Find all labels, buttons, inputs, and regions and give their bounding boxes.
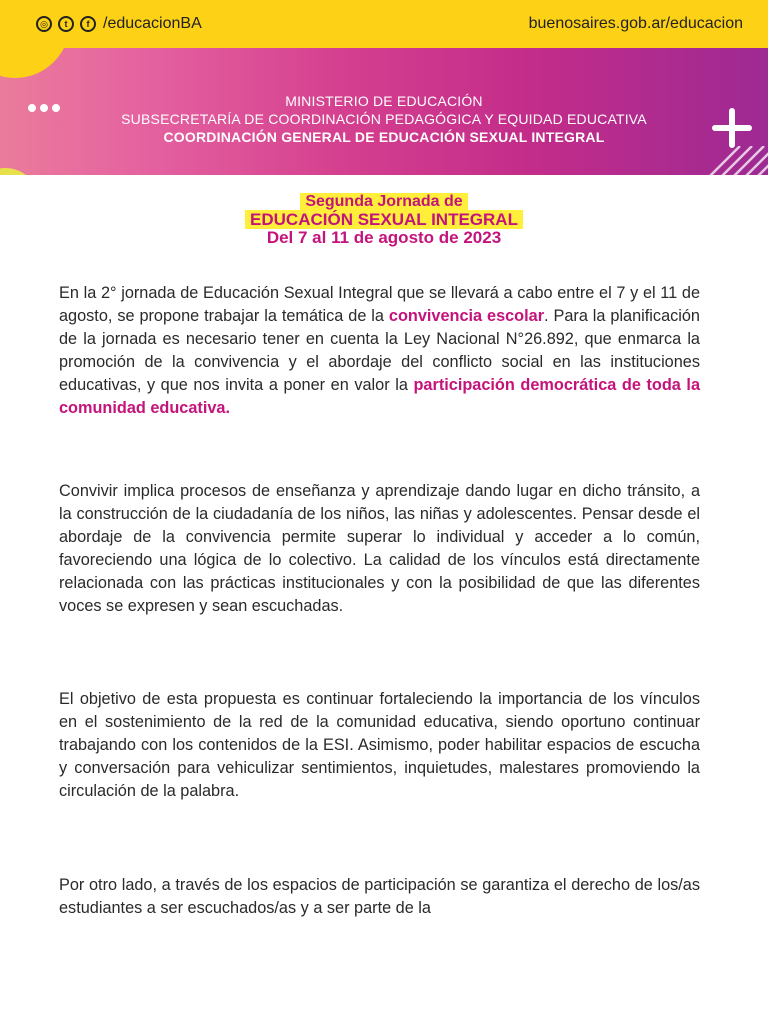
decorative-shape — [0, 168, 40, 175]
paragraph-4: Por otro lado, a través de los espacios de participación se garantiza el derecho de los/as estudiantes a ser escuchados/as y a ser parte de la — [59, 876, 700, 917]
document-title — [0, 193, 768, 247]
site-link[interactable]: buenosaires.gob.ar/educacion — [528, 15, 743, 32]
p1-emphasis-convivencia: convivencia escolar — [388, 307, 545, 325]
p1-emphasis-participacion: participación democrática de toda la comunidad educativa. — [59, 376, 700, 417]
title-dates: Del 7 al 11 de agosto de 2023 — [266, 228, 502, 247]
stripes-decoration — [700, 146, 768, 175]
decorative-shape — [0, 48, 70, 78]
twitter-icon[interactable]: t — [58, 16, 74, 32]
ministry-heading — [0, 92, 768, 146]
ministry-line: MINISTERIO DE EDUCACIÓN — [285, 93, 483, 109]
p1-text-a: En la 2° jornada de Educación Sexual Integral que se llevará a cabo entre el 7 y el 11 de agosto, se propone trabajar la temática de la — [59, 284, 700, 325]
social-handle[interactable]: /educacionBA — [103, 15, 202, 32]
title-line-1: Segunda Jornada de — [300, 193, 467, 210]
p1-text-c: . Para la planificación de la jornada es necesario tener en cuenta la Ley Nacional N°26.892, que enmarca la promoción de la convivencia y el abordaje del conflicto social en las instituciones educativas, y que nos invita a poner en valor la — [59, 307, 700, 394]
paragraph-1 — [59, 282, 700, 420]
top-bar — [0, 0, 768, 48]
social-links — [36, 15, 202, 33]
coordination-line: COORDINACIÓN GENERAL DE EDUCACIÓN SEXUAL INTEGRAL — [163, 129, 605, 145]
subsecretary-line: SUBSECRETARÍA DE COORDINACIÓN PEDAGÓGICA Y EQUIDAD EDUCATIVA — [121, 111, 647, 127]
title-line-2: EDUCACIÓN SEXUAL INTEGRAL — [245, 210, 523, 229]
facebook-icon[interactable]: f — [80, 16, 96, 32]
instagram-icon[interactable]: ◎ — [36, 16, 52, 32]
header-banner — [0, 48, 768, 175]
paragraph-2: Convivir implica procesos de enseñanza y aprendizaje dando lugar en dicho tránsito, a la construcción de la ciudadanía de los niños, las niñas y adolescentes. Pensar desde el abordaje de la convivencia permite superar lo individual y acceder a lo común, favoreciendo una lógica de lo colectivo. La calidad de los vínculos está directamente relacionada con las prácticas institucionales y con la posibilidad de que las diferentes voces se expresen y sean escuchadas. — [59, 482, 700, 615]
paragraph-3: El objetivo de esta propuesta es continuar fortaleciendo la importancia de los vínculos en el sostenimiento de la red de la comunidad educativa, siendo oportuno continuar trabajando con los contenidos de la ESI. Asimismo, poder habilitar espacios de escucha y conversación para vehiculizar sentimientos, inquietudes, malestares promoviendo la circulación de la palabra. — [59, 690, 700, 800]
